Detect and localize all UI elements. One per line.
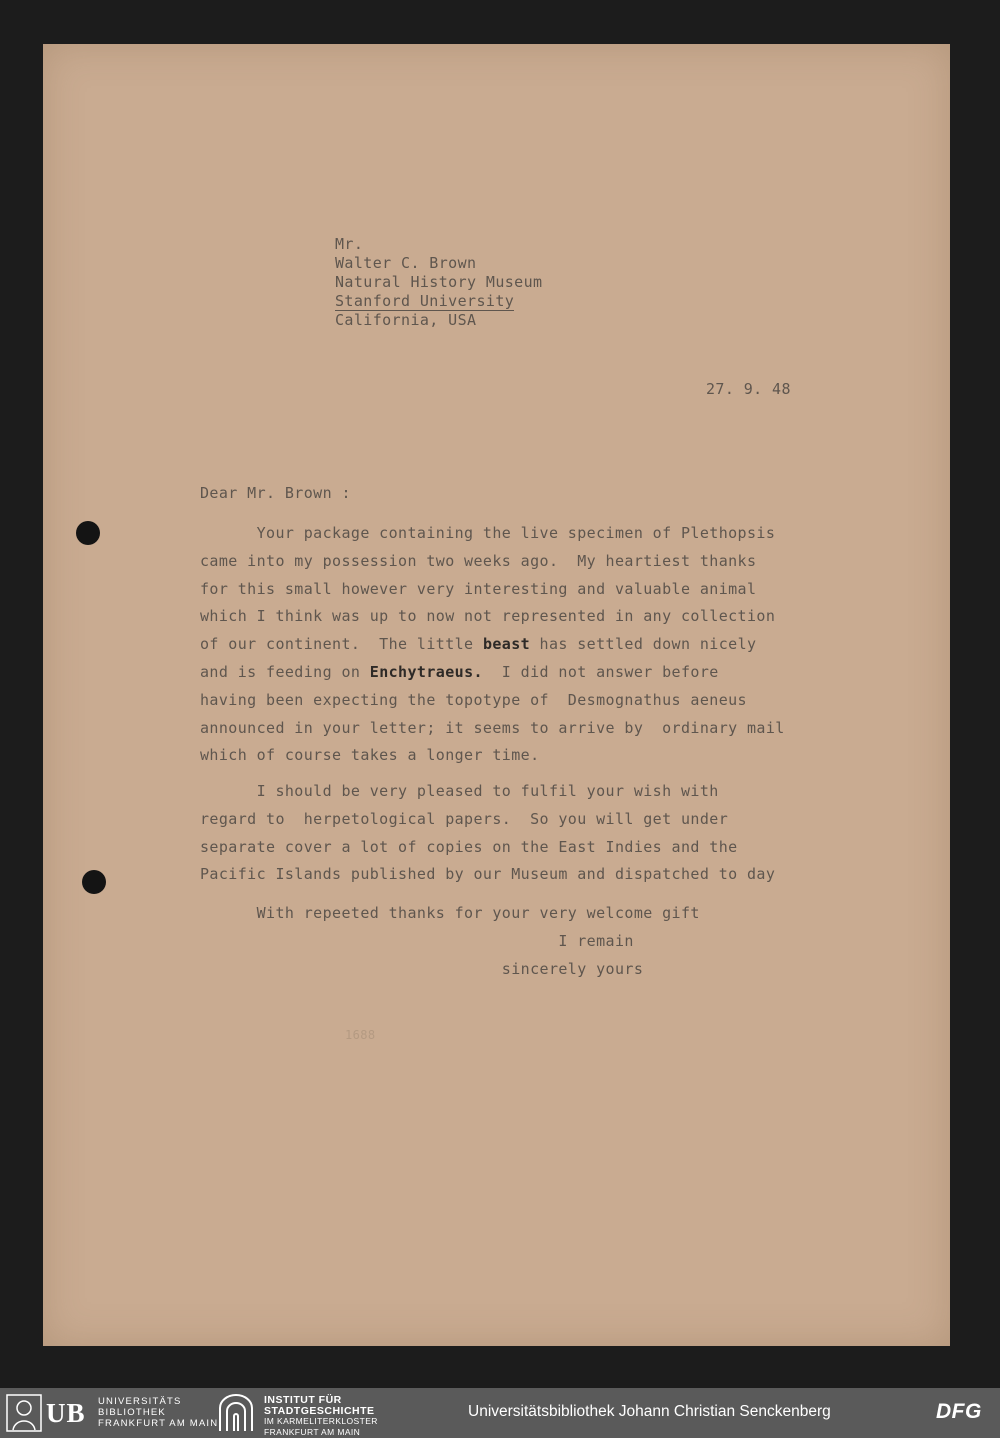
isg-name <box>264 1395 378 1437</box>
isg-line-3: IM KARMELITERKLOSTER <box>264 1416 378 1426</box>
text-line: for this small however very interesting and valuable animal <box>200 579 757 598</box>
text-line: With repeeted thanks for your very welcome gift <box>200 904 700 922</box>
ub-line-2: BIBLIOTHEK <box>98 1407 166 1418</box>
text-line: I remain <box>200 931 634 950</box>
text-line: which I think was up to now not represented in any collection <box>200 607 776 626</box>
text-segment: and is feeding on <box>200 662 370 681</box>
address-line-underlined: Stanford University <box>335 292 515 310</box>
punch-hole-bottom <box>82 870 106 894</box>
text-line: I should be very pleased to fulfil your wish with <box>200 782 719 800</box>
address-line: Natural History Museum <box>335 273 543 291</box>
text-segment: of our continent. The little <box>200 635 483 654</box>
text-line <box>200 659 785 687</box>
salutation: Dear Mr. Brown : <box>200 484 351 502</box>
text-line: having been expecting the topotype of Desmognathus aeneus <box>200 690 747 709</box>
inserted-word-enchytraeus: Enchytraeus. <box>369 662 483 681</box>
text-line <box>200 631 785 659</box>
recipient-address <box>335 235 542 330</box>
ub-line-3: FRANKFURT AM MAIN <box>98 1418 219 1429</box>
isg-line-4: FRANKFURT AM MAIN <box>264 1426 361 1437</box>
address-line: Mr. <box>335 235 364 253</box>
text-segment: has settled down nicely <box>530 635 757 654</box>
address-line: Walter C. Brown <box>335 254 477 272</box>
text-line: came into my possession two weeks ago. My heartiest thanks <box>200 551 757 570</box>
library-name: Universitätsbibliothek Johann Christian Senckenberg <box>468 1403 831 1420</box>
isg-arch-logo-icon <box>216 1394 256 1432</box>
dfg-logo: DFG <box>936 1400 982 1423</box>
letter-date: 27. 9. 48 <box>706 380 791 398</box>
ub-line-1: UNIVERSITÄTS <box>98 1396 182 1407</box>
text-line: which of course takes a longer time. <box>200 746 540 765</box>
paragraph-2 <box>200 778 775 889</box>
isg-line-2: STADTGESCHICHTE <box>264 1404 375 1417</box>
isg-line-1: INSTITUT FÜR <box>264 1394 342 1406</box>
punch-hole-top <box>76 521 100 545</box>
text-line: Pacific Islands published by our Museum and dispatched to day <box>200 865 776 884</box>
address-line <box>335 292 542 311</box>
faint-stamp: 1688 <box>345 1028 376 1042</box>
text-line: separate cover a lot of copies on the East Indies and the <box>200 837 738 856</box>
paragraph-1 <box>200 520 785 770</box>
text-line: announced in your letter; it seems to arrive by ordinary mail <box>200 718 785 737</box>
ub-name <box>98 1396 218 1429</box>
text-line: regard to herpetological papers. So you will get under <box>200 809 729 828</box>
address-line: California, USA <box>335 311 477 329</box>
closing <box>200 900 700 983</box>
text-line: sincerely yours <box>200 959 644 978</box>
footer-bar <box>0 1388 1000 1438</box>
text-line: Your package containing the live specimen of Plethopsis <box>200 524 776 542</box>
ub-abbrev: UB <box>46 1398 86 1428</box>
text-segment: I did not answer before <box>482 662 719 681</box>
ub-portrait-logo-icon <box>6 1394 42 1432</box>
inserted-word-beast: beast <box>482 635 531 654</box>
